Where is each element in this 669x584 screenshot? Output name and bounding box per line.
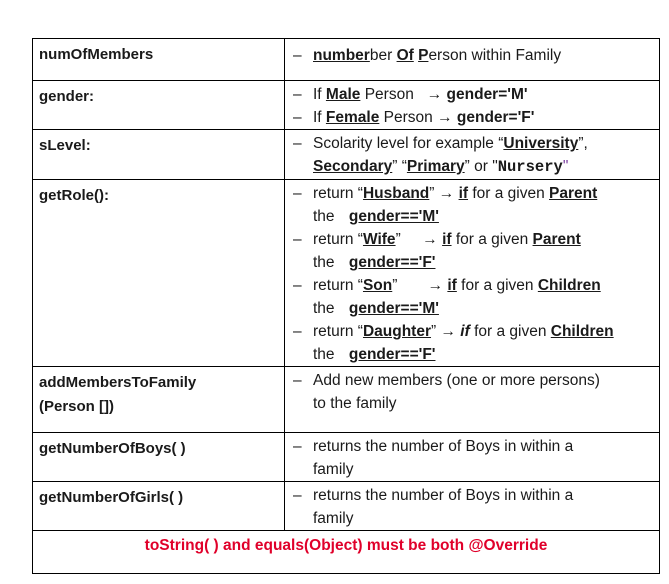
member-name: addMembersToFamily (Person []) [33, 367, 285, 433]
arrow-icon: → [438, 185, 455, 202]
table-row [33, 81, 660, 130]
member-description: – numberber Of Person within Family [285, 39, 660, 81]
table-row [33, 367, 660, 433]
arrow-icon: → [427, 277, 444, 294]
table-row [33, 130, 660, 180]
table-row [33, 180, 660, 367]
table-row [33, 531, 660, 574]
member-description: – returns the number of Boys in within a family [285, 433, 660, 482]
arrow-icon: → [426, 86, 443, 103]
member-description: – Scolarity level for example “University”, Secondary” “Primary” or "Nursery" [285, 130, 660, 180]
member-description: – Add new members (one or more persons) to the family [285, 367, 660, 433]
member-description: – If Male Person → gender='M' – If Female Person → gender='F' [285, 81, 660, 130]
table-row [33, 433, 660, 482]
member-name: numOfMembers [33, 39, 285, 81]
override-note: toString( ) and equals(Object) must be both @Override [33, 531, 660, 574]
member-name: getNumberOfGirls( ) [33, 482, 285, 531]
table-row [33, 482, 660, 531]
spec-table [32, 38, 660, 574]
member-name: getNumberOfBoys( ) [33, 433, 285, 482]
member-name: getRole(): [33, 180, 285, 367]
member-description: – returns the number of Boys in within a family [285, 482, 660, 531]
arrow-icon: → [422, 231, 438, 248]
member-description: – return “Husband” → if for a given Parent the gender=='M' – return “Wife” → if for a given Parent the gender=='F' – return “Son” → if for a given Children the gender=='M' – return “Daughter” → if for a given Children the gender=='F' [285, 180, 660, 367]
table-row [33, 39, 660, 81]
arrow-icon: → [437, 109, 453, 126]
member-name: sLevel: [33, 130, 285, 180]
member-name: gender: [33, 81, 285, 130]
arrow-icon: → [440, 323, 456, 340]
